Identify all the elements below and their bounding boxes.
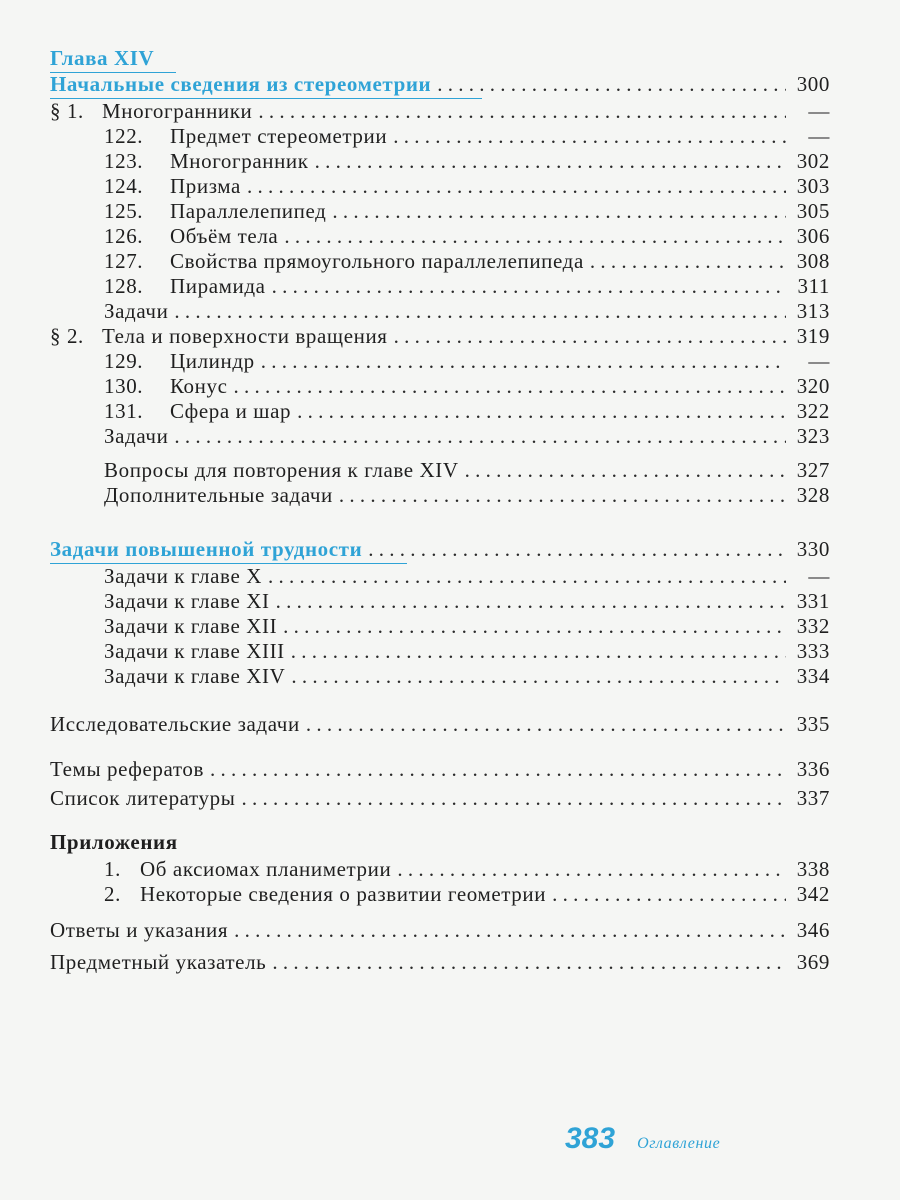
leader-dots — [291, 639, 786, 663]
toc-entry-essays[interactable] — [50, 757, 830, 781]
page-number: 337 — [796, 786, 830, 810]
toc-entry-section[interactable] — [50, 324, 830, 348]
item-title: Сфера и шар — [170, 399, 292, 423]
page-number: — — [808, 124, 830, 148]
footer-section-title: Оглавление — [637, 1135, 721, 1152]
toc-entry-item[interactable] — [50, 349, 830, 373]
item-title: Некоторые сведения о развитии геометрии — [140, 882, 547, 906]
item-title: Задачи к главе XII — [104, 614, 278, 638]
page-number: — — [808, 349, 830, 373]
toc-entry-item[interactable] — [50, 374, 830, 398]
page-number: 333 — [796, 639, 830, 663]
page-number: 305 — [796, 199, 830, 223]
page-number: 327 — [796, 458, 830, 482]
item-number: 122. — [104, 124, 144, 148]
page-number: — — [808, 99, 830, 123]
toc-entry-tasks[interactable] — [50, 299, 830, 323]
section-title: Многогранники — [102, 99, 253, 123]
page-footer — [565, 1122, 720, 1156]
item-title: Задачи к главе XI — [104, 589, 270, 613]
page-number: 320 — [796, 374, 830, 398]
toc-entry-item[interactable] — [50, 274, 830, 298]
leader-dots — [590, 249, 786, 273]
page-number: 328 — [796, 483, 830, 507]
leader-dots — [268, 564, 786, 588]
page-number: 306 — [796, 224, 830, 248]
page-number: 334 — [796, 664, 830, 688]
item-title: Призма — [170, 174, 241, 198]
leader-dots — [315, 149, 786, 173]
item-number: 131. — [104, 399, 144, 423]
page-number: 335 — [796, 712, 830, 736]
item-title: Задачи — [104, 424, 169, 448]
leader-dots — [297, 399, 786, 423]
leader-dots — [394, 324, 786, 348]
leader-dots — [306, 712, 786, 736]
section-number: § 1. — [50, 99, 84, 123]
item-number: 1. — [104, 857, 121, 881]
leader-dots — [283, 614, 786, 638]
toc-entry-item[interactable] — [50, 664, 830, 688]
page-number: 338 — [796, 857, 830, 881]
page-number: 308 — [796, 249, 830, 273]
item-title: Цилиндр — [170, 349, 255, 373]
item-title: Многогранник — [170, 149, 309, 173]
toc-entry-item[interactable] — [50, 249, 830, 273]
toc-entry-item[interactable] — [50, 149, 830, 173]
leader-dots — [465, 458, 786, 482]
toc-entry-item[interactable] — [50, 589, 830, 613]
leader-dots — [174, 299, 786, 323]
toc-entry-item[interactable] — [50, 124, 830, 148]
section-title: Тела и поверхности вращения — [102, 324, 388, 348]
page-number: 311 — [797, 274, 830, 298]
item-title: Объём тела — [170, 224, 279, 248]
item-number: 126. — [104, 224, 144, 248]
leader-dots — [437, 72, 786, 96]
leader-dots — [397, 857, 786, 881]
toc-entry-item[interactable] — [50, 639, 830, 663]
page-number: 323 — [796, 424, 830, 448]
toc-entry-hard-tasks[interactable] — [50, 537, 830, 561]
item-number: 128. — [104, 274, 144, 298]
part-title: Задачи повышенной трудности — [50, 537, 363, 561]
leader-dots — [393, 124, 786, 148]
section-number: § 2. — [50, 324, 84, 348]
leader-dots — [261, 349, 786, 373]
leader-dots — [284, 224, 786, 248]
leader-dots — [174, 424, 786, 448]
page-number: 342 — [796, 882, 830, 906]
chapter-label: Глава XIV — [50, 46, 155, 70]
toc-entry-item[interactable] — [50, 614, 830, 638]
leader-dots — [339, 483, 786, 507]
page-number: — — [808, 564, 830, 588]
toc-entry-item[interactable] — [50, 174, 830, 198]
toc-entry-tasks[interactable] — [50, 424, 830, 448]
toc-entry-answers[interactable] — [50, 918, 830, 942]
leader-dots — [241, 786, 786, 810]
page-number: 302 — [796, 149, 830, 173]
page-number: 336 — [796, 757, 830, 781]
item-title: Вопросы для повторения к главе XIV — [104, 458, 459, 482]
page-number: 322 — [796, 399, 830, 423]
leader-dots — [234, 918, 786, 942]
item-title: Список литературы — [50, 786, 236, 810]
leader-dots — [368, 537, 786, 561]
toc-entry-additional[interactable] — [50, 483, 830, 507]
item-title: Дополнительные задачи — [104, 483, 333, 507]
item-title: Ответы и указания — [50, 918, 229, 942]
leader-dots — [552, 882, 786, 906]
leader-dots — [276, 589, 786, 613]
item-title: Задачи к главе XIII — [104, 639, 285, 663]
toc-entry-literature[interactable] — [50, 786, 830, 810]
item-number: 127. — [104, 249, 144, 273]
item-title: Темы рефератов — [50, 757, 204, 781]
item-title: Задачи — [104, 299, 169, 323]
page-number: 300 — [796, 72, 830, 96]
item-number: 124. — [104, 174, 144, 198]
page-number: 331 — [796, 589, 830, 613]
leader-dots — [272, 274, 786, 298]
item-number: 2. — [104, 882, 121, 906]
item-title: Параллелепипед — [170, 199, 327, 223]
item-title: Предмет стереометрии — [170, 124, 388, 148]
leader-dots — [210, 757, 786, 781]
toc-entry-chapter[interactable] — [50, 72, 830, 96]
page-number: 330 — [796, 537, 830, 561]
leader-dots — [258, 99, 786, 123]
item-title: Пирамида — [170, 274, 266, 298]
page-number: 303 — [796, 174, 830, 198]
item-title: Предметный указатель — [50, 950, 267, 974]
page-number: 319 — [796, 324, 830, 348]
item-title: Свойства прямоугольного параллелепипеда — [170, 249, 584, 273]
leader-dots — [291, 664, 786, 688]
toc-entry-item[interactable] — [50, 224, 830, 248]
leader-dots — [247, 174, 786, 198]
toc-entry-item[interactable] — [50, 199, 830, 223]
item-title: Об аксиомах планиметрии — [140, 857, 392, 881]
toc-entry-appendix[interactable] — [50, 830, 830, 854]
leader-dots — [332, 199, 786, 223]
footer-page-number: 383 — [565, 1122, 616, 1155]
toc-entry-item[interactable] — [50, 399, 830, 423]
item-number: 129. — [104, 349, 144, 373]
toc-entry-item[interactable] — [50, 564, 830, 588]
part-title: Приложения — [50, 830, 178, 854]
item-title: Задачи к главе XIV — [104, 664, 286, 688]
item-number: 125. — [104, 199, 144, 223]
page-number: 369 — [796, 950, 830, 974]
toc-entry-subject-index[interactable] — [50, 950, 830, 974]
toc-entry-review[interactable] — [50, 458, 830, 482]
toc-entry-item[interactable] — [50, 882, 830, 906]
item-title: Исследовательские задачи — [50, 712, 300, 736]
item-number: 123. — [104, 149, 144, 173]
leader-dots — [272, 950, 786, 974]
chapter-title: Начальные сведения из стереометрии — [50, 72, 432, 96]
toc-entry-research[interactable] — [50, 712, 830, 736]
toc-entry-item[interactable] — [50, 857, 830, 881]
toc-entry-section[interactable] — [50, 99, 830, 123]
page-number: 346 — [796, 918, 830, 942]
item-number: 130. — [104, 374, 144, 398]
page-number: 313 — [796, 299, 830, 323]
page-number: 332 — [796, 614, 830, 638]
item-title: Задачи к главе X — [104, 564, 262, 588]
item-title: Конус — [170, 374, 228, 398]
leader-dots — [234, 374, 786, 398]
